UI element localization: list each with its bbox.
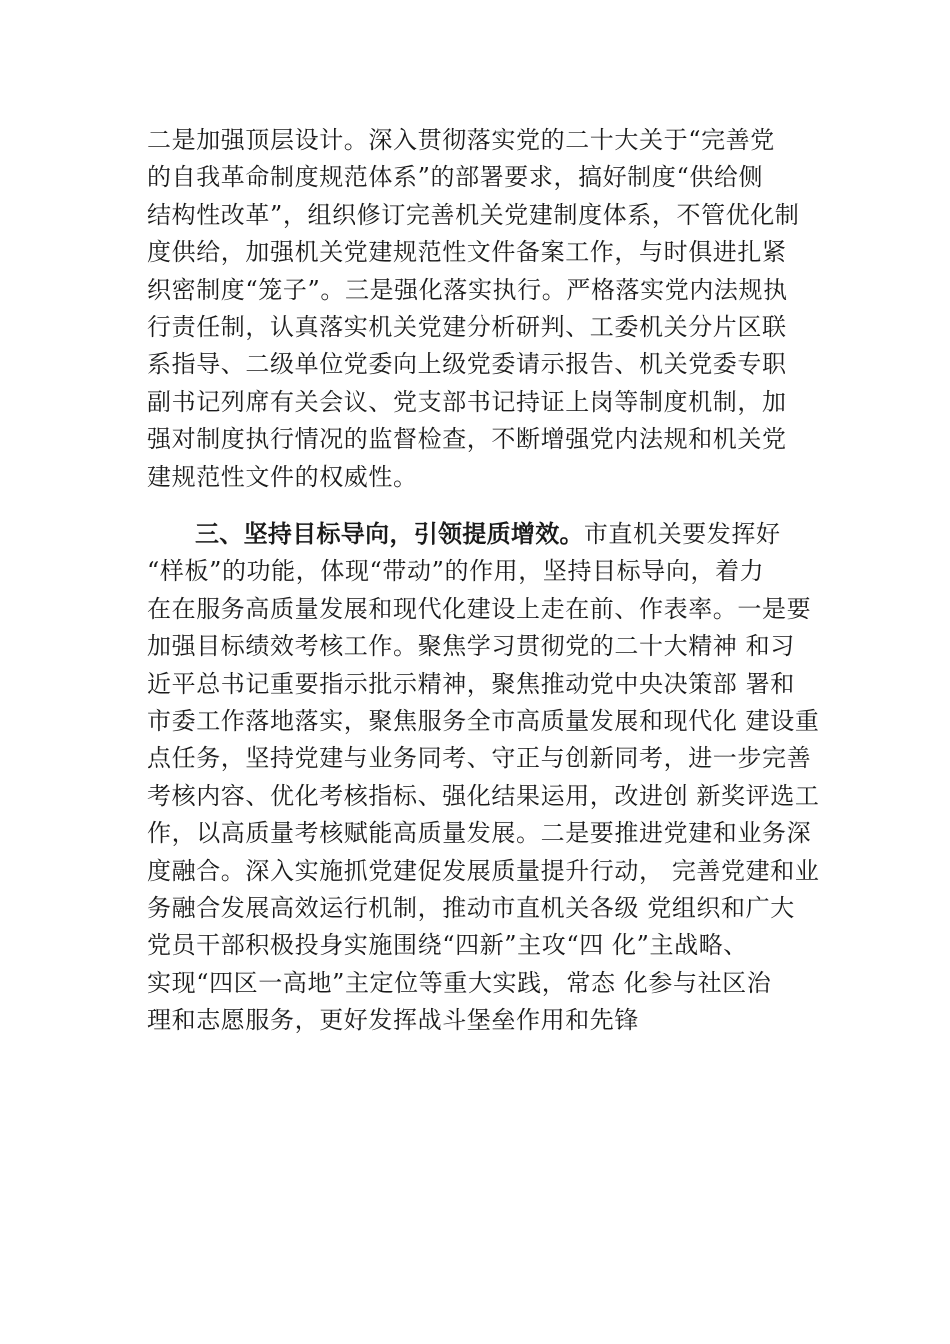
- text-line: 务融合发展高效运行机制，推动市直机关各级 党组织和广大: [147, 893, 795, 922]
- text-line: 理和志愿服务，更好发挥战斗堡垒作用和先锋: [147, 1006, 639, 1035]
- section-heading: 三、坚持目标导向，引领提质增效。: [195, 520, 584, 548]
- text-line: 作，以高质量考核赋能高质量发展。二是要推进党建和业务深: [147, 819, 812, 848]
- paragraph-goal-orientation: [147, 516, 837, 1039]
- text-line: 织密制度“笼子”。三是强化落实执行。严格落实党内法规执: [147, 275, 788, 304]
- text-line: 点任务，坚持党建与业务同考、守正与创新同考，进一步完善: [147, 744, 812, 773]
- text-line: 度融合。深入实施抓党建促发展质量提升行动， 完善党建和业: [147, 856, 820, 885]
- text-line: 建规范性文件的权威性。: [147, 462, 418, 491]
- text-line: 副书记列席有关会议、党支部书记持证上岗等制度机制，加: [147, 387, 787, 416]
- text-line: 市委工作落地落实，聚焦服务全市高质量发展和现代化 建设重: [147, 706, 820, 735]
- heading-continuation: 市直机关要发挥好: [583, 520, 781, 548]
- paragraph-first-line: [147, 516, 837, 553]
- text-line: 的自我革命制度规范体系”的部署要求，搞好制度“供给侧: [147, 163, 764, 192]
- text-line: 考核内容、优化考核指标、强化结果运用，改进创 新奖评选工: [147, 781, 820, 810]
- text-line: 结构性改革”，组织修订完善机关党建制度体系，不管优化制: [147, 200, 800, 229]
- text-line: 近平总书记重要指示批示精神，聚焦推动党中央决策部 署和: [147, 669, 795, 698]
- paragraph-top-level-design: [147, 122, 837, 496]
- text-line: 二是加强顶层设计。深入贯彻落实党的二十大关于“完善党: [147, 126, 775, 154]
- text-line: “样板”的功能，体现“带动”的作用，坚持目标导向，着力: [147, 557, 765, 586]
- text-line: 在在服务高质量发展和现代化建设上走在前、作表率。一是要: [147, 594, 812, 623]
- text-line: 实现“四区一高地”主定位等重大实践，常态 化参与社区治: [147, 968, 772, 997]
- text-line: 党员干部积极投身实施围绕“四新”主攻“四 化”主战略、: [147, 931, 748, 960]
- text-line: 强对制度执行情况的监督检查，不断增强党内法规和机关党: [147, 425, 787, 454]
- text-line: 系指导、二级单位党委向上级党委请示报告、机关党委专职: [147, 350, 787, 379]
- text-line: 行责任制，认真落实机关党建分析研判、工委机关分片区联: [147, 312, 787, 341]
- text-line: 度供给，加强机关党建规范性文件备案工作，与时俱进扎紧: [147, 238, 787, 267]
- text-line: 加强目标绩效考核工作。聚焦学习贯彻党的二十大精神 和习: [147, 632, 795, 661]
